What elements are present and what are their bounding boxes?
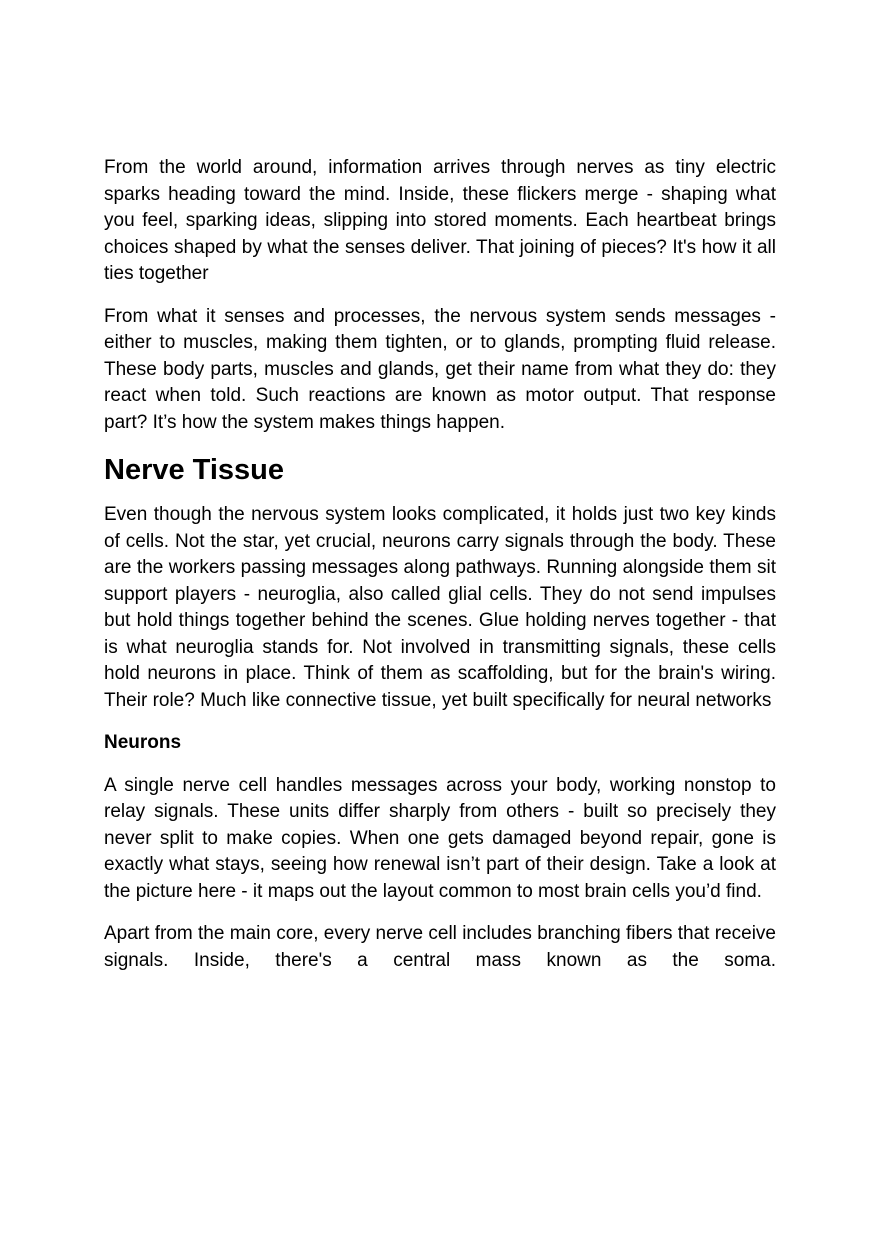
subsection-heading: Neurons [104,732,182,753]
neurons-paragraph-1: A single nerve cell handles messages across your body, working nonstop to relay signals. These units differ sharply from others - built so precisely they never split to make copies. When one gets damaged beyond repair, gone is exactly what stays, seeing how renewal isn’t part of their design. Take a look at the picture here - it maps out the layout common to most brain cells you’d find. [104,774,776,902]
document-page [104,155,776,990]
intro-paragraph-2: From what it senses and processes, the nervous system sends messages - either to muscles, making them tighten, or to glands, prompting fluid release. These body parts, muscles and glands, get their name from what they do: they react when told. Such reactions are known as motor output. That response part? It’s how the system makes things happen. [104,305,776,433]
section-heading: Nerve Tissue [104,454,285,486]
section-paragraph: Even though the nervous system looks complicated, it holds just two key kinds of cells. Not the star, yet crucial, neurons carry signals through the body. These are the workers passing messages along pathways. Running alongside them sit support players - neuroglia, also called glial cells. They do not send impulses but hold things together behind the scenes. Glue holding nerves together - that is what neuroglia stands for. Not involved in transmitting signals, these cells hold neurons in place. Think of them as scaffolding, but for the brain's wiring. Their role? Much like connective tissue, yet built specifically for neural networks [104,504,776,711]
neurons-paragraph-2: Apart from the main core, every nerve cell includes branching fibers that receive signals. Inside, there's a central mass known as the soma. [104,923,776,971]
intro-paragraph-1: From the world around, information arrives through nerves as tiny electric sparks heading toward the mind. Inside, these flickers merge - shaping what you feel, sparking ideas, slipping into stored moments. Each heartbeat brings choices shaped by what the senses deliver. That joining of pieces? It's how it all ties together [104,157,776,284]
